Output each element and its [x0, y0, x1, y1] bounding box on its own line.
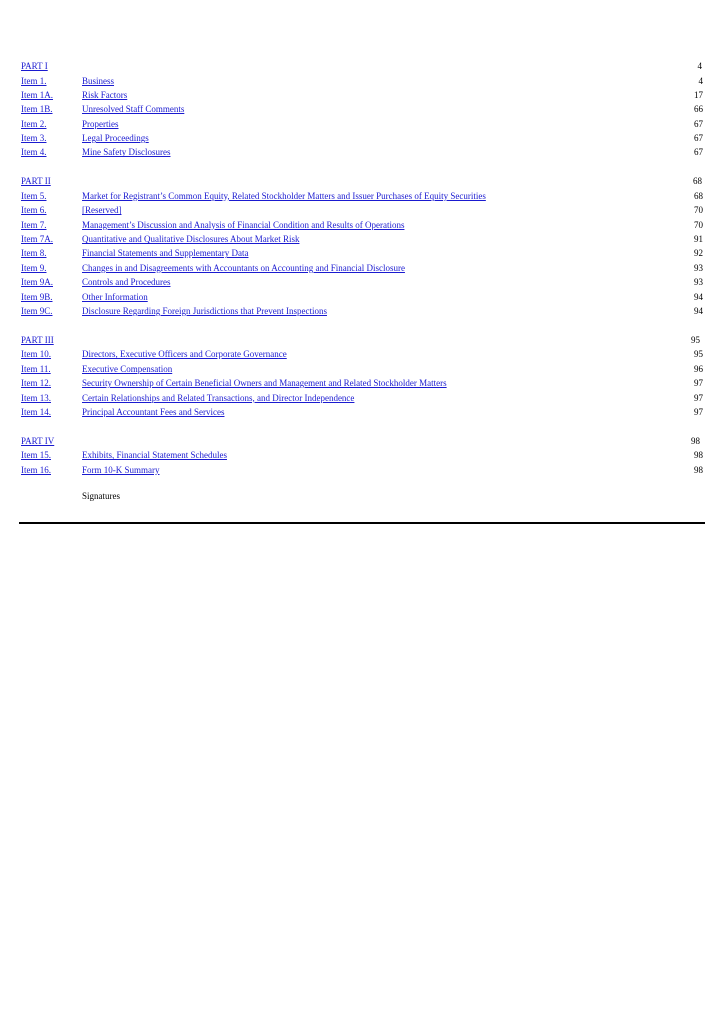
item-number-link[interactable]: Item 1. [21, 75, 47, 86]
part-heading-row [20, 434, 704, 449]
part-page-number: 98 [691, 435, 700, 446]
item-number-link[interactable]: Item 9C. [21, 305, 53, 316]
item-number-link[interactable]: Item 10. [21, 349, 51, 360]
item-title-link[interactable]: Principal Accountant Fees and Services [82, 406, 225, 417]
item-title-link[interactable]: Certain Relationships and Related Transactions, and Director Independence [82, 392, 355, 403]
toc-row [20, 88, 704, 102]
item-number-link[interactable]: Item 9B. [21, 291, 53, 302]
toc-row [20, 347, 704, 361]
item-number-link[interactable]: Item 12. [21, 378, 51, 389]
item-title-link[interactable]: Financial Statements and Supplementary Data [82, 248, 249, 259]
item-page-number: 94 [694, 291, 703, 302]
item-title-link[interactable]: Management’s Discussion and Analysis of Financial Condition and Results of Operations [82, 219, 405, 230]
toc-row [20, 261, 704, 275]
item-page-number: 92 [694, 248, 703, 259]
item-title-link[interactable]: Changes in and Disagreements with Accountants on Accounting and Financial Disclosure [82, 262, 405, 273]
toc-row [20, 290, 704, 304]
part-link[interactable]: PART II [21, 176, 51, 187]
toc-row [20, 145, 704, 159]
item-number-link[interactable]: Item 2. [21, 118, 47, 129]
toc-row [20, 463, 704, 477]
item-number-link[interactable]: Item 13. [21, 392, 51, 403]
item-page-number: 70 [694, 205, 703, 216]
part-link[interactable]: PART III [21, 334, 54, 345]
item-page-number: 97 [694, 392, 703, 403]
item-page-number: 97 [694, 378, 703, 389]
part-heading-row [20, 174, 704, 189]
part-link[interactable]: PART IV [21, 435, 55, 446]
item-number-link[interactable]: Item 11. [21, 363, 51, 374]
toc-row [20, 218, 704, 232]
toc-row [20, 448, 704, 462]
item-title-link[interactable]: Legal Proceedings [82, 133, 149, 144]
item-page-number: 66 [694, 104, 703, 115]
item-page-number: 93 [694, 277, 703, 288]
item-page-number: 4 [698, 75, 703, 86]
item-number-link[interactable]: Item 4. [21, 147, 47, 158]
item-page-number: 70 [694, 219, 703, 230]
item-page-number: 98 [694, 464, 703, 475]
item-number-link[interactable]: Item 1B. [21, 104, 53, 115]
item-title-link[interactable]: Executive Compensation [82, 363, 173, 374]
item-title-link[interactable]: Quantitative and Qualitative Disclosures About Market Risk [82, 234, 300, 245]
item-page-number: 96 [694, 363, 703, 374]
toc-row [20, 246, 704, 260]
item-title-link[interactable]: Mine Safety Disclosures [82, 147, 171, 158]
item-page-number: 67 [694, 147, 703, 158]
item-number-link[interactable]: Item 6. [21, 205, 47, 216]
item-title-link[interactable]: Form 10-K Summary [82, 464, 160, 475]
part-page-number: 95 [691, 334, 700, 345]
toc-row [20, 203, 704, 217]
item-number-link[interactable]: Item 3. [21, 133, 47, 144]
item-number-link[interactable]: Item 7A. [21, 234, 53, 245]
item-title-link[interactable]: Security Ownership of Certain Beneficial Owners and Management and Related Stockholder Matters [82, 378, 447, 389]
toc-row [20, 376, 704, 390]
item-title-link[interactable]: Unresolved Staff Comments [82, 104, 185, 115]
part-page-number: 4 [697, 61, 702, 71]
item-page-number: 97 [694, 406, 703, 417]
item-page-number: 67 [694, 118, 703, 129]
toc-row [20, 275, 704, 289]
signatures-label: Signatures [82, 491, 120, 501]
item-number-link[interactable]: Item 7. [21, 219, 47, 230]
item-page-number: 67 [694, 133, 703, 144]
item-title-link[interactable]: Disclosure Regarding Foreign Jurisdictions that Prevent Inspections [82, 305, 327, 316]
toc-row [20, 102, 704, 116]
item-title-link[interactable]: Exhibits, Financial Statement Schedules [82, 450, 227, 461]
item-number-link[interactable]: Item 9A. [21, 277, 53, 288]
toc-row [20, 117, 704, 131]
item-page-number: 95 [694, 349, 703, 360]
item-page-number: 91 [694, 234, 703, 245]
item-number-link[interactable]: Item 16. [21, 464, 51, 475]
toc-row [20, 304, 704, 318]
item-number-link[interactable]: Item 1A. [21, 89, 53, 100]
toc-row [20, 232, 704, 246]
section-gap [20, 318, 704, 333]
part-link[interactable]: PART I [21, 61, 48, 71]
item-number-link[interactable]: Item 15. [21, 450, 51, 461]
toc-row [20, 391, 704, 405]
item-title-link[interactable]: Business [82, 75, 115, 86]
bottom-rule [19, 522, 705, 524]
part-heading-row [20, 59, 704, 74]
part-page-number: 68 [693, 176, 702, 187]
item-page-number: 94 [694, 305, 703, 316]
table-of-contents [20, 59, 704, 477]
item-number-link[interactable]: Item 9. [21, 262, 47, 273]
toc-row [20, 189, 704, 203]
toc-row [20, 74, 704, 88]
item-number-link[interactable]: Item 14. [21, 406, 51, 417]
item-title-link[interactable]: Controls and Procedures [82, 277, 171, 288]
section-gap [20, 419, 704, 434]
item-title-link[interactable]: Directors, Executive Officers and Corporate Governance [82, 349, 287, 360]
item-number-link[interactable]: Item 8. [21, 248, 47, 259]
item-page-number: 68 [694, 190, 703, 201]
item-page-number: 17 [694, 89, 703, 100]
item-title-link[interactable]: Other Information [82, 291, 148, 302]
item-title-link[interactable]: [Reserved] [82, 205, 122, 216]
toc-row [20, 405, 704, 419]
item-number-link[interactable]: Item 5. [21, 190, 47, 201]
item-title-link[interactable]: Risk Factors [82, 89, 128, 100]
section-gap [20, 160, 704, 175]
part-heading-row [20, 333, 704, 348]
item-title-link[interactable]: Properties [82, 118, 119, 129]
item-title-link[interactable]: Market for Registrant’s Common Equity, Related Stockholder Matters and Issuer Purchases of Equity Securities [82, 190, 486, 201]
item-page-number: 98 [694, 450, 703, 461]
toc-row [20, 131, 704, 145]
toc-row [20, 362, 704, 376]
item-page-number: 93 [694, 262, 703, 273]
